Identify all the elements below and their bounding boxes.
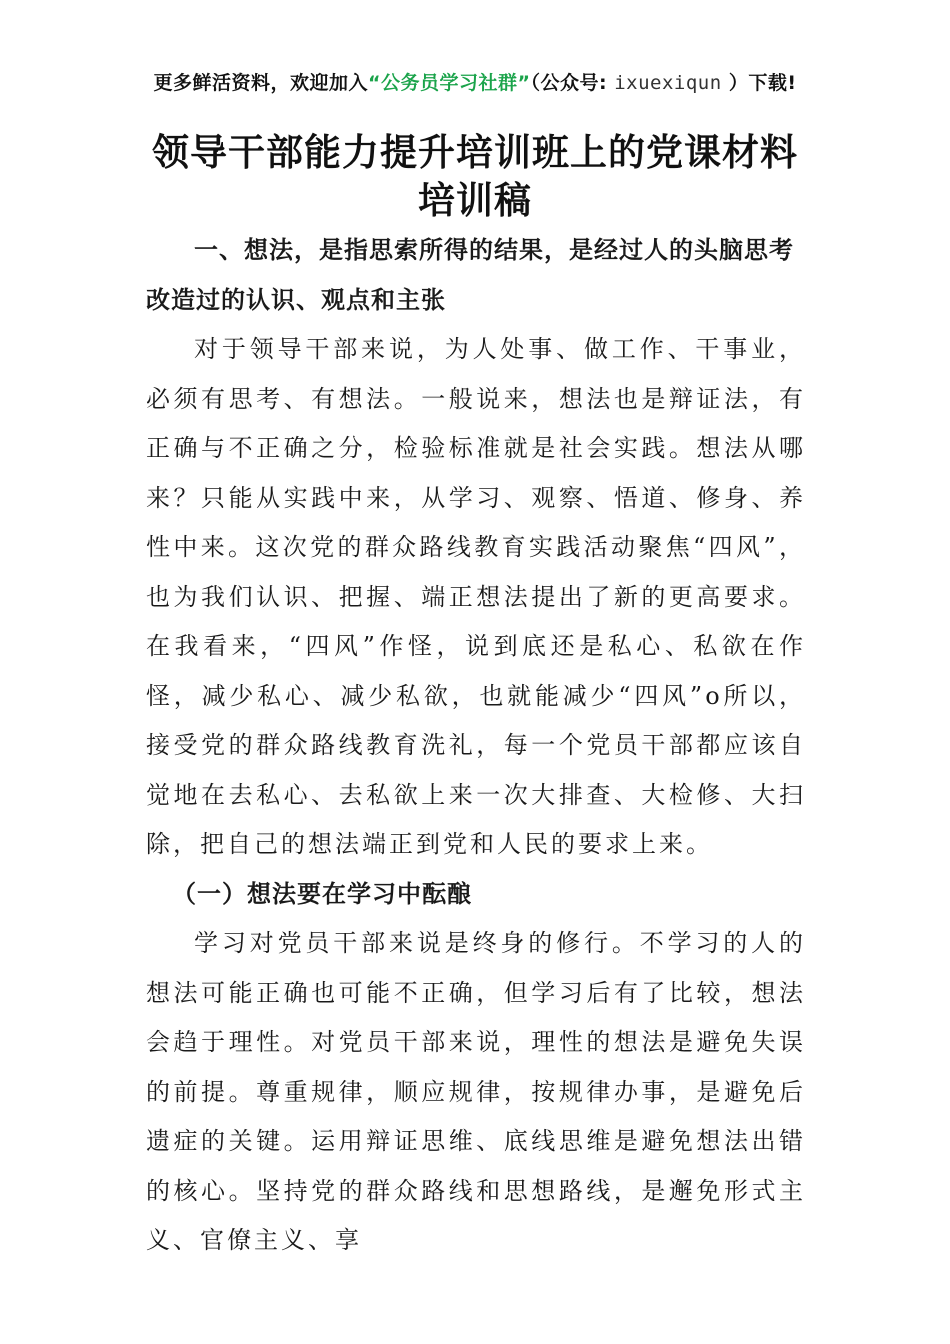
body-paragraph: 对于领导干部来说，为人处事、做工作、干事业，必须有思考、有想法。一般说来，想法也是辩证法，有正确与不正确之分，检验标准就是社会实践。想法从哪来？只能从实践中来，从学习、观察、悟道、修身、养性中来。这次党的群众路线教育实践活动聚焦“四风”，也为我们认识、把握、端正想法提出了新的更高要求。在我看来，“四风”作怪，说到底还是私心、私欲在作怪，减少私心、减少私欲，也就能减少“四风”o所以，接受党的群众路线教育洗礼，每一个党员干部都应该自觉地在去私心、去私欲上来一次大排查、大检修、大扫除，把自己的想法端正到党和人民的要求上来。 — [146, 335, 806, 858]
subsection-heading: （一）想法要在学习中酝酿 — [172, 879, 472, 908]
banner-account-id: ixuexiqun — [614, 72, 722, 94]
banner-suffix: ）下载! — [728, 72, 797, 94]
banner-account-label: （公众号: — [530, 72, 608, 94]
banner-group-name: “公务员学习社群” — [368, 72, 531, 94]
promo-banner — [0, 68, 950, 95]
body-paragraph: 学习对党员干部来说是终身的修行。不学习的人的想法可能正确也可能不正确，但学习后有了比较，想法会趋于理性。对党员干部来说，理性的想法是避免失误的前提。尊重规律，顺应规律，按规律办事，是避免后遗症的关键。运用辩证思维、底线思维是避免想法出错的核心。坚持党的群众路线和思想路线，是邂免形式主义、官僚主义、享 — [146, 929, 806, 1254]
document-title: 领导干部能力提升培训班上的党课材料培训稿 — [152, 130, 798, 222]
section-heading: 一、想法，是指思索所得的结果，是经过人的头脑思考改造过的认识、观点和主张 — [146, 236, 794, 314]
document-body — [146, 226, 806, 1266]
banner-prefix: 更多鲜活资料，欢迎加入 — [153, 72, 369, 94]
